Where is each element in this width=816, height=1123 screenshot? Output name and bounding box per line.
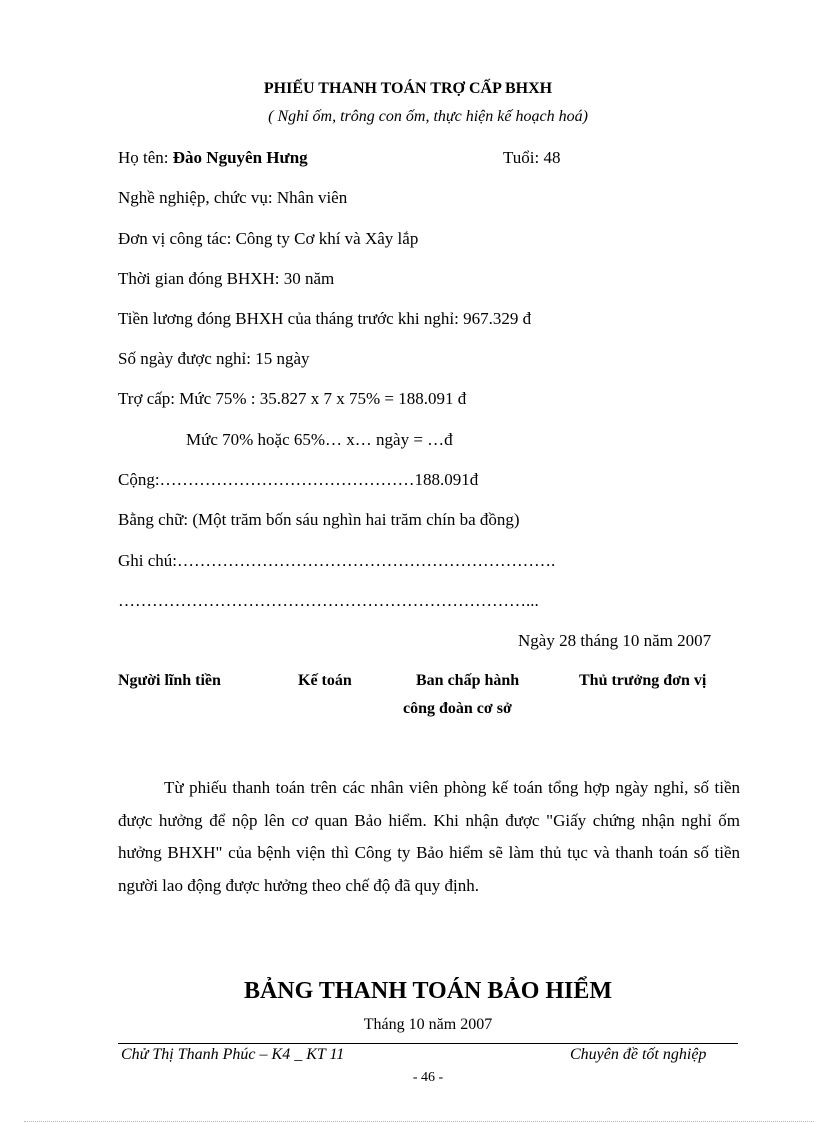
body-paragraph — [118, 772, 740, 902]
document-title: PHIẾU THANH TOÁN TRỢ CẤP BHXH — [263, 80, 553, 97]
insurance-time-field: Thời gian đóng BHXH: 30 năm — [118, 269, 335, 288]
salary-field: Tiền lương đóng BHXH của tháng trước khi nghỉ: 967.329 đ — [118, 309, 532, 328]
note-continuation: ………………………………………………………………... — [118, 591, 539, 610]
date-line: Ngày 28 tháng 10 năm 2007 — [518, 631, 712, 650]
occupation-field: Nghề nghiệp, chức vụ: Nhân viên — [118, 188, 348, 207]
paragraph-text: Từ phiếu thanh toán trên các nhân viên phòng kế toán tổng hợp ngày nghỉ, số tiền được hưởng để nộp lên cơ quan Bảo hiểm. Khi nhận được "Giấy chứng nhận nghỉ ốm hưởng BHXH" của bệnh viện thì Công ty Bảo hiểm sẽ làm thủ tục và thanh toán số tiền người lao động được hưởng theo chế độ đã quy định. — [118, 778, 740, 895]
name-line — [118, 148, 308, 168]
note-field: Ghi chú:…………………………………………………………. — [118, 551, 556, 570]
section-month: Tháng 10 năm 2007 — [363, 1016, 493, 1033]
page-edge-divider — [24, 1121, 814, 1122]
footer-author: Chử Thị Thanh Phúc – K4 _ KT 11 — [121, 1046, 345, 1063]
in-words-field: Bằng chữ: (Một trăm bốn sáu nghìn hai trăm chín ba đồng) — [118, 510, 520, 529]
signature-head: Thủ trưởng đơn vị — [579, 672, 707, 689]
total-field: Cộng:………………………………………188.091đ — [118, 470, 479, 489]
footer-rule — [118, 1043, 738, 1044]
allowance-70-field: Mức 70% hoặc 65%… x… ngày = …đ — [186, 430, 453, 449]
name-value: Đào Nguyên Hưng — [172, 148, 308, 167]
signature-union-line1: Ban chấp hành — [416, 672, 520, 689]
page-number: - 46 - — [412, 1070, 444, 1085]
document-subtitle: ( Nghỉ ốm, trông con ốm, thực hiện kế hoạch hoá) — [268, 108, 588, 125]
signature-union-line2: công đoàn cơ sở — [403, 700, 512, 717]
signature-accountant: Kế toán — [298, 672, 352, 689]
days-off-field: Số ngày được nghỉ: 15 ngày — [118, 349, 310, 368]
age-field: Tuổi: 48 — [503, 148, 561, 167]
footer-topic: Chuyên đề tốt nghiệp — [570, 1046, 707, 1063]
name-label: Họ tên: — [118, 148, 173, 167]
signature-recipient: Người lĩnh tiền — [118, 672, 221, 689]
section-title: BẢNG THANH TOÁN BẢO HIỂM — [243, 978, 613, 1004]
unit-field: Đơn vị công tác: Công ty Cơ khí và Xây lắp — [118, 229, 419, 248]
allowance-75-field: Trợ cấp: Mức 75% : 35.827 x 7 x 75% = 188.091 đ — [118, 389, 467, 408]
